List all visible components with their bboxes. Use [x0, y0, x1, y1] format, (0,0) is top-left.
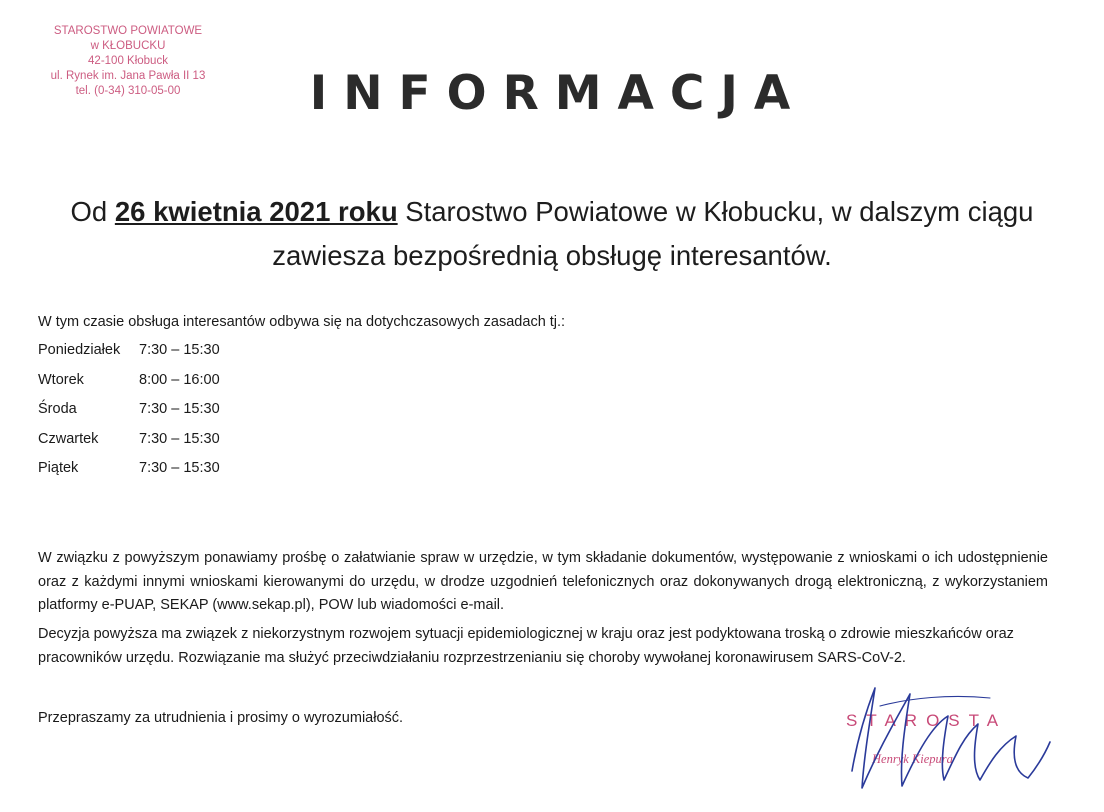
- schedule-day: Poniedziałek: [38, 342, 121, 358]
- headline-prefix: Od: [70, 196, 115, 227]
- schedule-row: [38, 342, 220, 372]
- schedule-hours: 7:30 – 15:30: [139, 430, 220, 447]
- apology-text: Przepraszamy za utrudnienia i prosimy o wyrozumiałość.: [38, 710, 404, 726]
- schedule-row: [38, 460, 220, 490]
- schedule-hours: 8:00 – 16:00: [139, 371, 220, 388]
- schedule-day: Środa: [38, 401, 77, 417]
- handwritten-signature: [840, 676, 1060, 806]
- schedule-hours: 7:30 – 15:30: [139, 342, 220, 358]
- paragraph-reason: Decyzja powyższa ma związek z niekorzystnym rozwojem sytuacji epidemiologicznej w kraju oraz jest podyktowana troską o zdrowie mieszkańców oraz pracowników urzędu. Rozwiązanie ma służyć przeciwdziałaniu rozprzestrzenianiu się choroby wywołanej koronawirusem SARS-CoV-2.: [38, 626, 1014, 666]
- schedule-intro: W tym czasie obsługa interesantów odbywa się na dotychczasowych zasadach tj.:: [38, 314, 566, 330]
- schedule-table: [38, 342, 220, 490]
- stamp-line: STAROSTWO POWIATOWE: [53, 25, 203, 37]
- schedule-day: Piątek: [38, 460, 79, 476]
- schedule-row: [38, 372, 220, 402]
- schedule-day: Wtorek: [38, 371, 84, 388]
- headline-suffix: Starostwo Powiatowe w Kłobucku, w dalszym ciągu zawiesza bezpośrednią obsługę interesantów.: [272, 196, 1034, 271]
- stamp-line: tel. (0-34) 310-05-00: [75, 85, 181, 97]
- schedule-hours: 7:30 – 15:30: [139, 460, 220, 476]
- signature-title: STAROSTA: [846, 711, 1008, 730]
- headline-date: 26 kwietnia 2021 roku: [114, 196, 398, 227]
- stamp-line: 42-100 Kłobuck: [88, 55, 168, 67]
- schedule-day: Czwartek: [38, 430, 99, 447]
- paragraph-contact: W związku z powyższym ponawiamy prośbę o załatwianie spraw w urzędzie, w tym składanie dokumentów, występowanie z wnioskami o ich udostępnienie oraz z każdymi innymi wnioskami kierowanymi do urzędu, w drodze uzgodnień telefonicznych oraz dokonywanych drogą elektroniczną, z wykorzystaniem platformy e-PUAP, SEKAP (www.sekap.pl), POW lub wiadomości e-mail.: [38, 550, 1048, 613]
- schedule-hours: 7:30 – 15:30: [139, 401, 220, 417]
- schedule-row: [38, 431, 220, 461]
- schedule-row: [38, 401, 220, 431]
- stamp-line: ul. Rynek im. Jana Pawła II 13: [50, 70, 206, 82]
- signature-name: Henryk Kiepura: [872, 752, 953, 766]
- document-title: INFORMACJA: [309, 66, 807, 121]
- stamp-line: w KŁOBUCKU: [90, 40, 166, 52]
- headline: [40, 190, 1064, 278]
